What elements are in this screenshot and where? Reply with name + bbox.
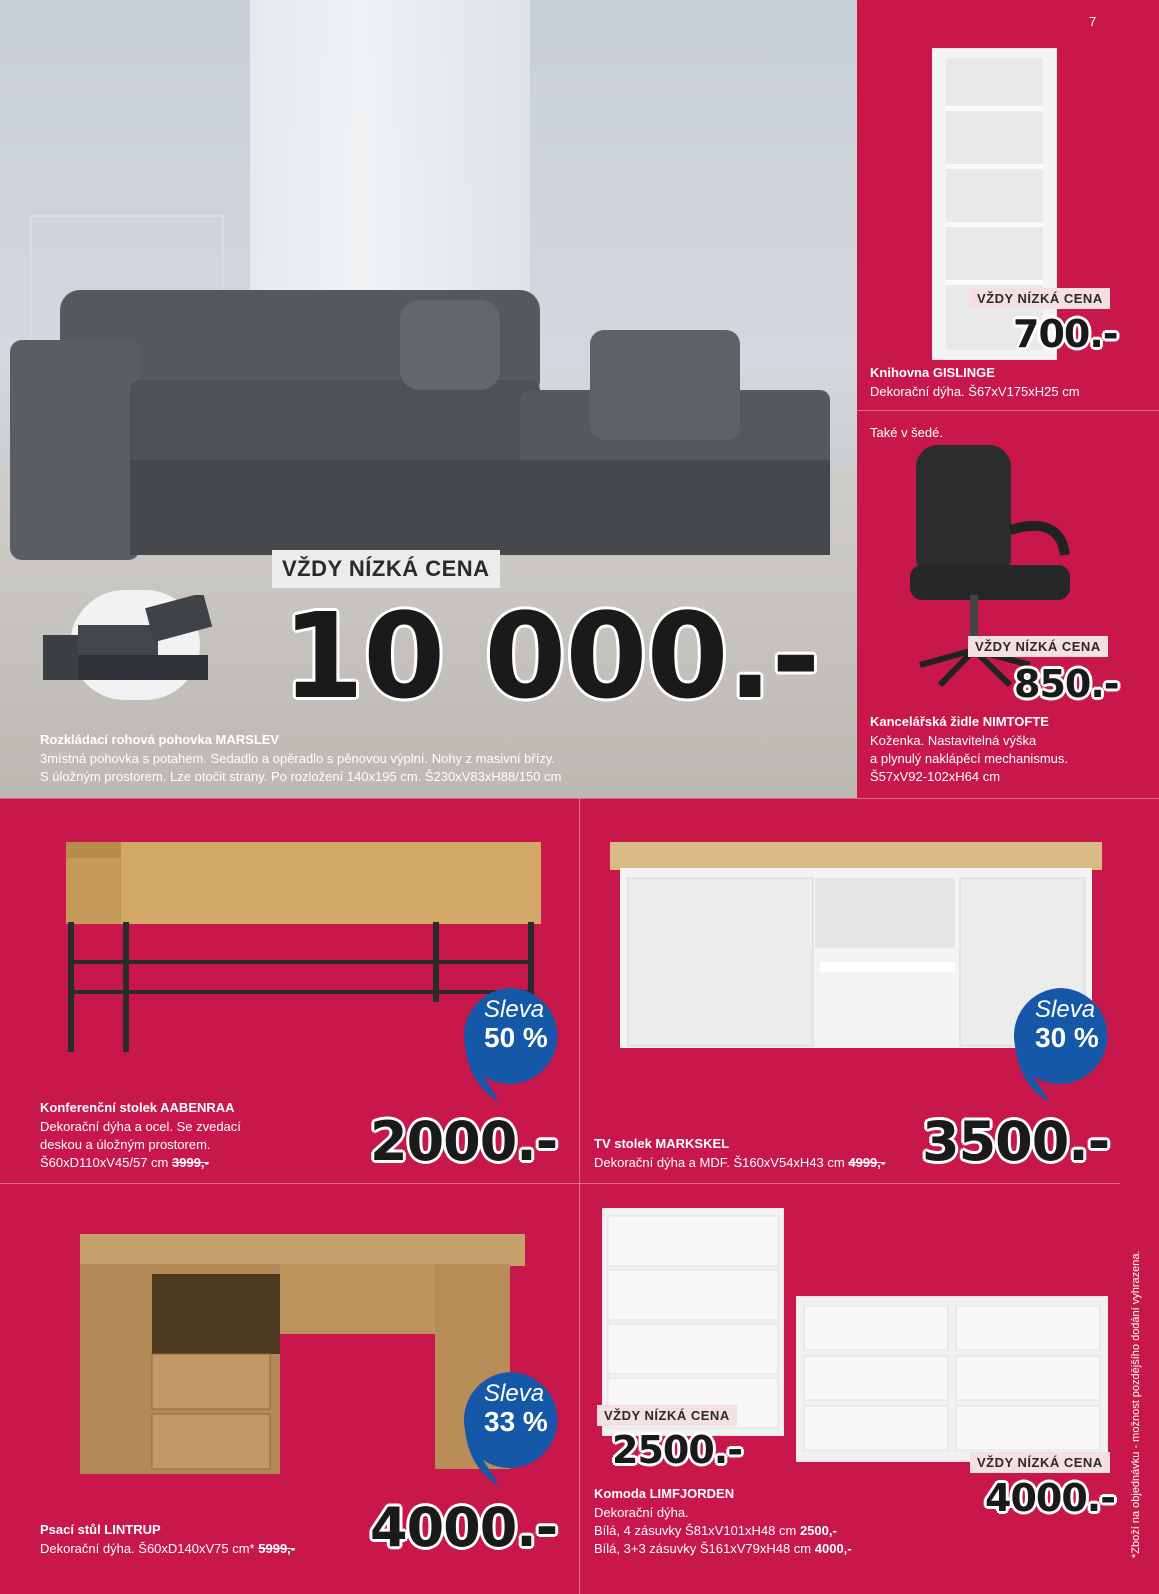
dresser-4-image bbox=[602, 1208, 784, 1436]
dresser-6-price: 4000.- bbox=[985, 1476, 1115, 1520]
sleva-label-30: Sleva bbox=[1035, 996, 1096, 1023]
desk-price: 4000.- bbox=[370, 1496, 558, 1559]
tv-stand-old-price: 4999,- bbox=[848, 1155, 886, 1170]
desk-old-price: 5999,- bbox=[258, 1541, 296, 1556]
tv-stand-title: TV stolek MARKSKEL bbox=[594, 1136, 730, 1151]
tv-stand-price: 3500.- bbox=[922, 1110, 1110, 1173]
dresser-desc-2 bbox=[594, 1522, 837, 1540]
coffee-table-old-price: 3999,- bbox=[172, 1155, 209, 1170]
sofa-hero bbox=[0, 0, 857, 798]
coffee-table-title: Konferenční stolek AABENRAA bbox=[40, 1100, 235, 1115]
dresser-title: Komoda LIMFJORDEN bbox=[594, 1486, 735, 1501]
coffee-table-desc-3 bbox=[40, 1154, 209, 1172]
sofa-price-badge: VŽDY NÍZKÁ CENA bbox=[272, 550, 500, 588]
sofa-bed-inset-image bbox=[38, 595, 218, 695]
coffee-table-dimensions: Š60xD110xV45/57 cm bbox=[40, 1155, 169, 1170]
coffee-table-price: 2000.- bbox=[370, 1110, 558, 1173]
desk-desc bbox=[40, 1540, 295, 1558]
window-curtain bbox=[250, 0, 530, 300]
footnote: *Zboží na objednávku - možnost pozdějšího dodání vyhrazena. bbox=[1130, 1250, 1142, 1558]
bookcase-desc: Dekorační dýha. Š67xV175xH25 cm bbox=[870, 384, 1080, 399]
coffee-table-desc-1: Dekorační dýha a ocel. Se zvedací bbox=[40, 1119, 241, 1134]
desk-image bbox=[80, 1234, 525, 1474]
dresser-4-price: 2500.- bbox=[612, 1428, 742, 1472]
sofa-price: 10 000.- bbox=[282, 587, 820, 725]
dresser-desc-3 bbox=[594, 1540, 852, 1558]
tv-stand-desc bbox=[594, 1154, 885, 1172]
tv-stand-dimensions: Dekorační dýha a MDF. Š160xV54xH43 cm bbox=[594, 1155, 845, 1170]
bookcase-price: 700.- bbox=[1013, 312, 1118, 356]
dresser-6-spec-price: 4000,- bbox=[814, 1541, 852, 1556]
sleva-pct-33: 33 % bbox=[484, 1406, 548, 1437]
sofa-image bbox=[0, 270, 857, 580]
sofa-title: Rozkládací rohová pohovka MARSLEV bbox=[40, 732, 280, 747]
sleva-label-50: Sleva bbox=[484, 996, 545, 1023]
sleva-pct-50: 50 % bbox=[484, 1022, 548, 1053]
sleva-label-33: Sleva bbox=[484, 1380, 545, 1407]
dresser-6-price-badge: VŽDY NÍZKÁ CENA bbox=[970, 1452, 1110, 1473]
sofa-desc-2: S úložným prostorem. Lze otočit strany. Po rozložení 140x195 cm. Š230xV83xH88/150 cm bbox=[40, 769, 562, 784]
chair-desc-1: Koženka. Nastavitelná výška bbox=[870, 733, 1037, 748]
chair-desc-2: a plynulý naklápěcí mechanismus. bbox=[870, 751, 1068, 766]
sofa-desc-1: 3místná pohovka s potahem. Sedadlo a opěradlo s pěnovou výplní. Nohy z masivní břízy. bbox=[40, 751, 555, 766]
dresser-6-spec: Bílá, 3+3 zásuvky Š161xV79xH48 cm bbox=[594, 1541, 812, 1556]
chair-desc-3: Š57xV92-102xH64 cm bbox=[870, 769, 1001, 784]
bookcase-price-badge: VŽDY NÍZKÁ CENA bbox=[970, 288, 1110, 309]
chair-note: Také v šedé. bbox=[870, 425, 943, 440]
coffee-table-desc-2: deskou a úložným prostorem. bbox=[40, 1137, 211, 1152]
chair-price-badge: VŽDY NÍZKÁ CENA bbox=[968, 636, 1108, 657]
page-number: 7 bbox=[1089, 14, 1097, 29]
dresser-6-image bbox=[796, 1296, 1108, 1462]
divider-middle-2 bbox=[0, 1183, 1120, 1184]
dresser-4-spec-price: 2500,- bbox=[799, 1523, 837, 1538]
divider-vertical bbox=[579, 798, 580, 1594]
dresser-desc-1: Dekorační dýha. bbox=[594, 1505, 689, 1520]
dresser-4-spec: Bílá, 4 zásuvky Š81xV101xH48 cm bbox=[594, 1523, 797, 1538]
bookcase-title: Knihovna GISLINGE bbox=[870, 365, 995, 380]
desk-title: Psací stůl LINTRUP bbox=[40, 1522, 161, 1537]
sleva-pct-30: 30 % bbox=[1035, 1022, 1099, 1053]
chair-title: Kancelářská židle NIMTOFTE bbox=[870, 714, 1049, 729]
divider-right-1 bbox=[857, 410, 1159, 411]
dresser-4-price-badge: VŽDY NÍZKÁ CENA bbox=[597, 1405, 737, 1426]
chair-price: 850.- bbox=[1014, 662, 1119, 706]
desk-dimensions: Dekorační dýha. Š60xD140xV75 cm* bbox=[40, 1541, 255, 1556]
